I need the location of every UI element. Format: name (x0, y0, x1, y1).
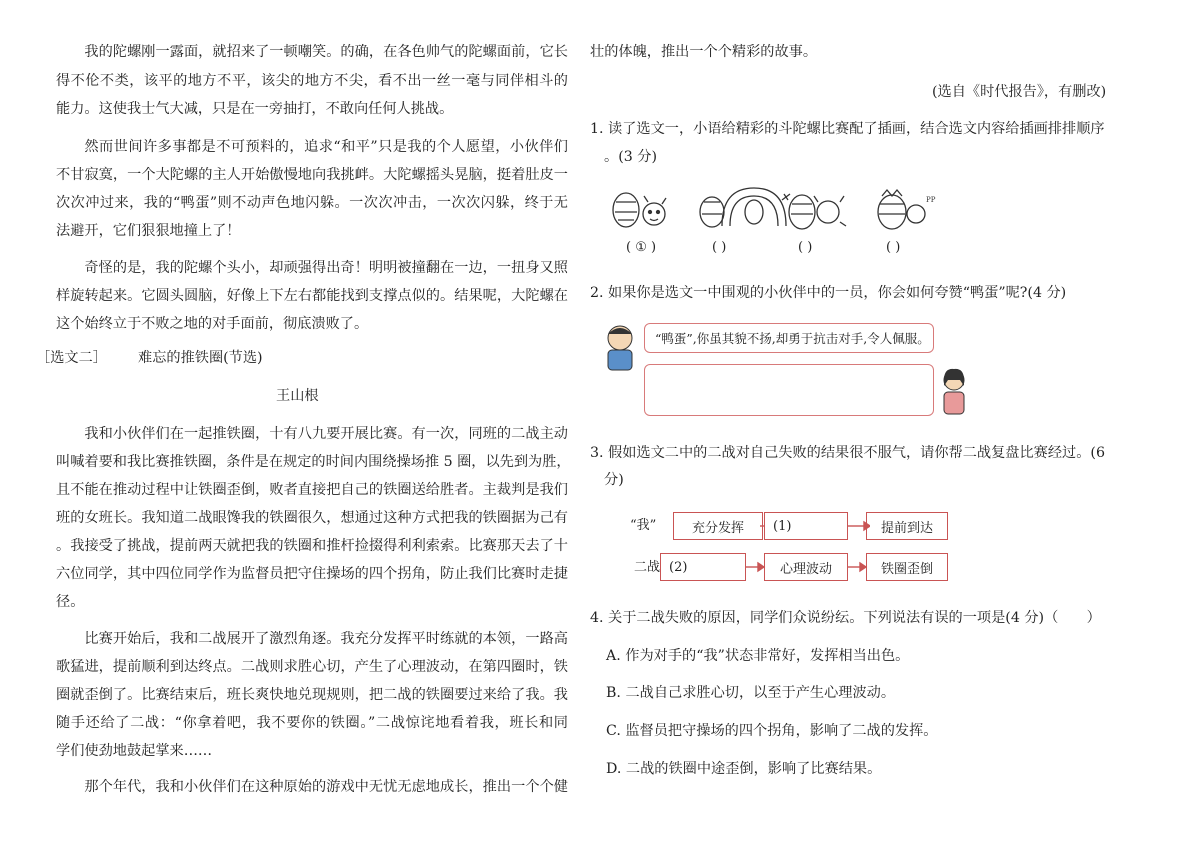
flow-box-3: 提前到达 (866, 512, 948, 540)
para6-line1: 那个年代，我和小伙伴们在这种原始的游戏中无忧无虑地成长，推出一个个健 (84, 779, 568, 795)
flow-row1-label: “我” (630, 518, 657, 533)
flow-box-6: 铁圈歪倒 (866, 553, 948, 581)
para1-line3: 能力。这使我士气大减，只是在一旁抽打，不敢向任何人挑战。 (56, 101, 454, 117)
para5-line5: 学们使劲地鼓起掌来…… (56, 743, 213, 759)
q4-option-d[interactable]: D. 二战的铁圈中途歪倒，影响了比赛结果。 (606, 761, 882, 777)
q4-option-a[interactable]: A. 作为对手的“我”状态非常好，发挥相当出色。 (606, 648, 910, 664)
girl-avatar (936, 366, 972, 416)
flow-box-5: 心理波动 (764, 553, 848, 581)
para4-line1: 我和小伙伴们在一起推铁圈，十有八九要开展比赛。有一次，同班的二战主动 (84, 426, 568, 442)
flow-box-1: 充分发挥 (673, 512, 763, 540)
para5-line1: 比赛开始后，我和二战展开了激烈角逐。我充分发挥平时练就的本领，一路高 (84, 631, 568, 647)
author: 王山根 (276, 388, 319, 404)
para4-line6: 六位同学，其中四位同学作为监督员把守住操场的四个拐角，防止我们比赛时走捷 (56, 566, 568, 582)
flow-box-2[interactable]: (1) (764, 512, 848, 540)
svg-text:PP: PP (926, 196, 936, 204)
para4-line5: 。我接受了挑战，提前两天就把我的铁圈和推杆捡掇得利利索索。比赛那天去了十 (56, 538, 568, 554)
para5-line4: 随手还给了二战：“你拿着吧，我不要你的铁圈。”二战惊诧地看着我，班长和同 (56, 715, 568, 731)
q4-option-c[interactable]: C. 监督员把守操场的四个拐角，影响了二战的发挥。 (606, 723, 938, 739)
section-label: ［选文二］ (36, 350, 107, 366)
spinning-top-illustration (604, 182, 954, 236)
order-slot-3[interactable]: ( ) (798, 240, 813, 255)
para3-line1: 奇怪的是，我的陀螺个头小，却顽强得出奇！明明被撞翻在一边，一扭身又照 (84, 260, 568, 276)
arrow-icon (740, 510, 870, 582)
section-title: 难忘的推铁圈(节选) (138, 350, 263, 366)
para2-line3: 次次冲过来，我的“鸭蛋”则不动声色地闪躲。一次次冲击，一次次闪躲，终于无 (56, 195, 568, 211)
para5-line2: 歌猛进，提前顺利到达终点。二战则求胜心切，产生了心理波动，在第四圈时，铁 (56, 659, 568, 675)
q1-line1: 1. 读了选文一，小语给精彩的斗陀螺比赛配了插画，结合选文内容给插画排排顺序 (590, 121, 1105, 137)
order-slot-4[interactable]: ( ) (886, 240, 901, 255)
para3-line3: 这个始终立于不败之地的对手面前，彻底溃败了。 (56, 316, 369, 332)
para2-line1: 然而世间许多事都是不可预料的，追求“和平”只是我的个人愿望，小伙伴们 (84, 139, 568, 155)
source-note: (选自《时代报告》，有删改) (932, 84, 1107, 100)
para4-line3: 且不能在推动过程中让铁圈歪倒，败者直接把自己的铁圈送给胜者。主裁判是我们 (56, 482, 568, 498)
order-slot-1: ( ① ) (626, 240, 657, 255)
speech-sample-text: “鸭蛋”,你虽其貌不扬,却勇于抗击对手,令人佩服。 (655, 331, 930, 346)
answer-speech-bubble[interactable] (644, 364, 934, 416)
flow-box-4[interactable]: (2) (660, 553, 746, 581)
q4-option-b[interactable]: B. 二战自己求胜心切，以至于产生心理波动。 (606, 685, 896, 701)
para2-line2: 不甘寂寞，一个大陀螺的主人开始傲慢地向我挑衅。大陀螺摇头晃脑，挺着肚皮一 (56, 167, 568, 183)
q3-line2: 分) (604, 472, 624, 488)
q4-text: 4. 关于二战失败的原因，同学们众说纷纭。下列说法有误的一项是(4 分)（ ） (590, 610, 1101, 626)
q2-text: 2. 如果你是选文一中围观的小伙伴中的一员，你会如何夸赞“鸭蛋”呢?(4 分) (590, 285, 1067, 301)
flow-row2-label: 二战 (634, 560, 661, 575)
sample-speech-bubble (644, 323, 934, 353)
para1-line2: 得不伦不类，该平的地方不平，该尖的地方不尖，看不出一丝一毫与同伴相斗的 (56, 73, 568, 89)
continued-text: 壮的体魄，推出一个个精彩的故事。 (590, 44, 818, 60)
q3-line1: 3. 假如选文二中的二战对自己失败的结果很不服气，请你帮二战复盘比赛经过。(6 (590, 445, 1105, 461)
q1-line2: 。(3 分) (604, 149, 657, 165)
para4-line2: 叫喊着要和我比赛推铁圈，条件是在规定的时间内围绕操场推 5 圈，以先到为胜， (56, 454, 571, 470)
para3-line2: 样旋转起来。它圆头圆脑，好像上下左右都能找到支撑点似的。结果呢，大陀螺在 (56, 288, 568, 304)
para2-line4: 法避开，它们狠狠地撞上了！ (56, 223, 241, 239)
para4-line7: 径。 (56, 594, 85, 610)
para4-line4: 班的女班长。我知道二战眼馋我的铁圈很久，想通过这种方式把我的铁圈据为己有 (56, 510, 568, 526)
order-slot-2[interactable]: ( ) (712, 240, 727, 255)
para5-line3: 圈就歪倒了。比赛结束后，班长爽快地兑现规则，把二战的铁圈要过来给了我。我 (56, 687, 568, 703)
para1-line1: 我的陀螺刚一露面，就招来了一顿嘲笑。的确，在各色帅气的陀螺面前，它长 (84, 44, 568, 60)
boy-avatar (596, 322, 644, 372)
